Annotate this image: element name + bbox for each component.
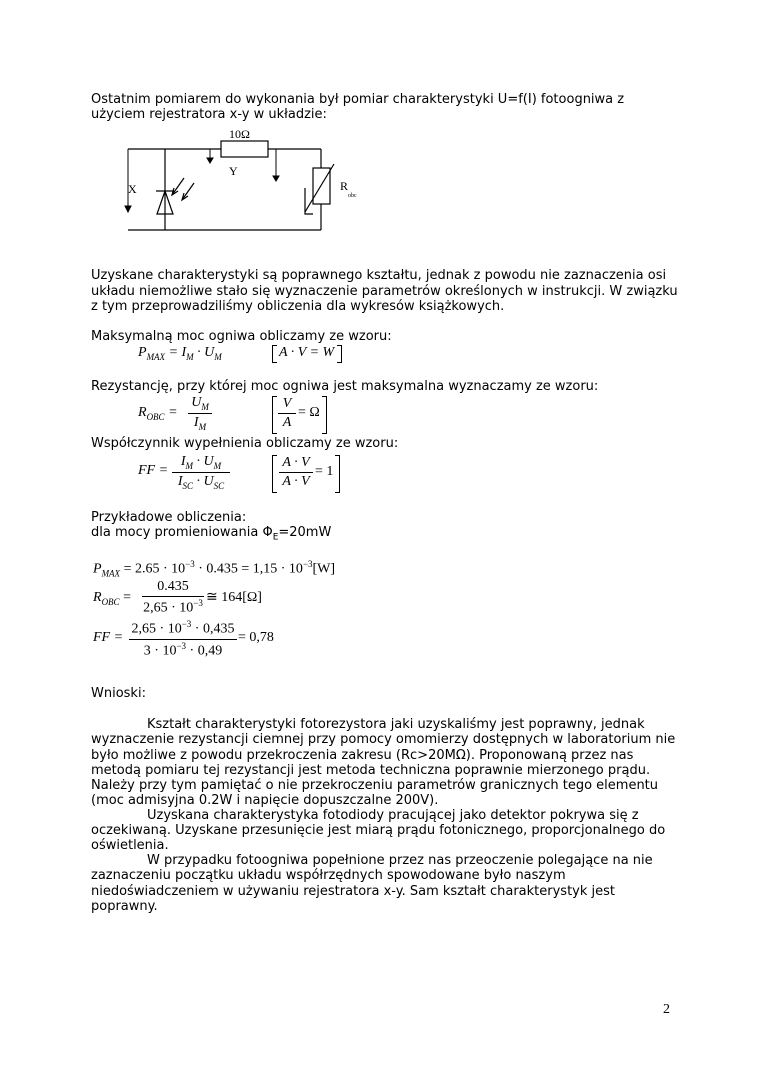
robc-unit-fraction: V A <box>278 396 296 431</box>
example-power: dla mocy promieniowania $\Phi_E=20mW$ <box>91 525 332 543</box>
results-line-2: układu niemożliwe stało się wyznaczenie parametrów określonych w instrukcji. W związku <box>91 284 678 299</box>
x-label: X <box>128 182 137 196</box>
calc-pmax: $P_{MAX} = 2.65 \cdot 10^{-3} \cdot 0.435 = 1,15 \cdot 10^{-3}[W]$ <box>93 559 336 579</box>
conclusions-heading: Wnioski: <box>91 686 146 701</box>
robc-heading: Rezystancję, przy której moc ogniwa jest maksymalna wyznaczamy ze wzoru: <box>91 379 599 394</box>
calc-robc-lhs: $R_{OBC}$ = <box>93 590 131 607</box>
conclusions-line: oczekiwaną. Uzyskane przesunięcie jest miarą prądu fotonicznego, proporcjonalnego do <box>91 823 666 838</box>
pmax-unit-bracket-left <box>272 345 277 363</box>
intro-line-2: użyciem rejestratora x-y w układzie: <box>91 107 327 122</box>
conclusions-line: niedoświadczeniem w używaniu rejestratora x-y. Sam kształt charakterystyk jest <box>91 884 616 899</box>
conclusions-line: Kształt charakterystyki fotorezystora jaki uzyskaliśmy jest poprawny, jednak <box>147 717 645 732</box>
calc-robc-rhs: ≅ 164[Ω] <box>206 590 262 605</box>
robc-label-sub: obc <box>348 193 357 199</box>
example-heading: Przykładowe obliczenia: <box>91 510 247 525</box>
resistor-10ohm <box>221 141 268 157</box>
y-label: Y <box>229 164 238 178</box>
conclusions-line: zaznaczeniu początku układu współrzędnych spowodowane było naszym <box>91 868 566 883</box>
conclusions-line: było możliwe z powodu przekroczenia zakresu (Rc>20MΩ). Proponowaną przez nas <box>91 748 634 763</box>
ff-unit-rhs: = 1 <box>315 464 334 479</box>
calc-ff-lhs: FF = <box>93 630 124 645</box>
ff-unit-fraction: A · V A · V <box>279 455 313 490</box>
robc-unit-bracket-left <box>272 396 277 434</box>
ff-fraction: $I_M \cdot U_M$ $I_{SC} \cdot U_{SC}$ <box>172 454 230 491</box>
robc-fraction: $U_M$ $I_M$ <box>188 395 212 432</box>
conclusions-line: poprawny. <box>91 899 158 914</box>
results-line-1: Uzyskane charakterystyki są poprawnego kształtu, jednak z powodu nie zaznaczenia osi <box>91 268 667 283</box>
intro-line-1: Ostatnim pomiarem do wykonania był pomiar charakterystyki U=f(I) fotoogniwa z <box>91 92 625 107</box>
robc-label: R <box>340 179 349 193</box>
conclusions-line: Należy przy tym pamiętać o nie przekroczeniu parametrów granicznych tego elementu <box>91 778 659 793</box>
conclusions-line: wyznaczenie rezystancji ciemnej przy pomocy omomierzy dostępnych w laboratorium nie <box>91 732 676 747</box>
calc-robc-fraction: 0.435 $2,65 \cdot 10^{-3}$ <box>143 579 203 616</box>
variable-resistor <box>313 168 330 204</box>
ff-heading: Współczynnik wypełnienia obliczamy ze wzoru: <box>91 436 399 451</box>
ff-lhs: FF = <box>138 463 169 478</box>
conclusions-line: Uzyskana charakterystyka fotodiody pracującej jako detektor pokrywa się z <box>147 808 639 823</box>
pmax-unit: A · V = W <box>279 345 335 360</box>
pmax-heading: Maksymalną moc ogniwa obliczamy ze wzoru: <box>91 329 392 344</box>
robc-lhs: $R_{OBC}$ = <box>138 405 178 422</box>
conclusions-line: W przypadku fotoogniwa popełnione przez nas przeoczenie polegające na nie <box>147 853 653 868</box>
circuit-diagram <box>118 126 368 238</box>
page-number: 2 <box>663 1002 670 1017</box>
robc-unit-rhs: = Ω <box>298 405 320 420</box>
ff-unit-bracket-left <box>272 455 277 493</box>
calc-ff-fraction: $2,65 \cdot 10^{-3} \cdot 0,435$ $3 \cdot 10^{-3} \cdot 0,49$ <box>129 619 237 659</box>
conclusions-line: (moc admisyjna 0.2W i napięcie dopuszczalne 200V). <box>91 793 439 808</box>
ff-unit-bracket-right <box>335 455 340 493</box>
pmax-unit-bracket-right <box>337 345 342 363</box>
pmax-formula: $P_{MAX} = I_M \cdot U_M$ <box>138 345 222 362</box>
conclusions-line: metodą pomiaru tej rezystancji jest metoda techniczna poprawnie mierzonego prądu. <box>91 763 651 778</box>
resistor-label: 10Ω <box>229 127 250 141</box>
robc-unit-bracket-right <box>322 396 327 434</box>
results-line-3: z tym przeprowadziliśmy obliczenia dla wykresów książkowych. <box>91 299 505 314</box>
conclusions-line: oświetlenia. <box>91 838 169 853</box>
calc-ff-rhs: = 0,78 <box>238 630 274 645</box>
